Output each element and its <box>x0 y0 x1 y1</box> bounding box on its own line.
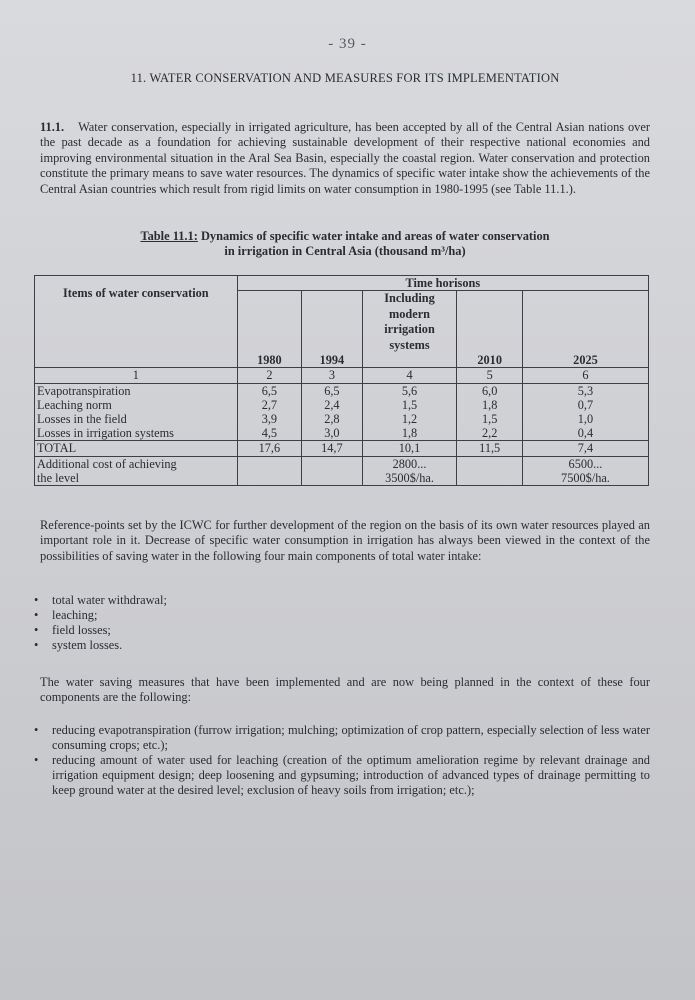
table-caption-line2: in irrigation in Central Asia (thousand m³/ha) <box>224 244 466 258</box>
cell: 5,6 <box>362 383 457 398</box>
paragraph-11-1 <box>40 120 650 197</box>
col-number: 1 <box>35 368 238 383</box>
cell: 2,2 <box>457 426 523 441</box>
paragraph-number: 11.1. <box>40 120 65 134</box>
cell: 1,8 <box>362 426 457 441</box>
col-number: 6 <box>522 368 648 383</box>
list-item: • reducing amount of water used for leaching (creation of the optimum amelioration regime by relevant drainage and irrigation equipment design; deep loosening and gypsuming; introduction of advanced types of drainage permitting to keep ground water at the desired level; exclusion of heavy soils from irrigation; etc.); <box>34 753 650 798</box>
cell: 1,2 <box>362 412 457 426</box>
time-horizons-header: Time horisons <box>237 276 648 291</box>
cost-2010-line2: 3500$/ha. <box>385 470 434 485</box>
list-item: • total water withdrawal; <box>34 593 650 608</box>
cell: 4,5 <box>237 426 302 441</box>
cell: 6,5 <box>237 383 302 398</box>
measures-list <box>34 723 650 798</box>
water-conservation-table <box>34 275 649 486</box>
table-caption <box>40 229 650 259</box>
row-label: Losses in the field <box>35 412 238 426</box>
cell: 0,7 <box>522 398 648 412</box>
row-label: Leaching norm <box>35 398 238 412</box>
year-1994: 1994 <box>302 353 362 368</box>
col-number: 3 <box>302 368 362 383</box>
cost-2010-line1: 2800... <box>392 456 427 471</box>
year-1980: 1980 <box>237 353 302 368</box>
cell: 1,5 <box>362 398 457 412</box>
cell: 1,5 <box>457 412 523 426</box>
col-number: 2 <box>237 368 302 383</box>
cell: 6,5 <box>302 383 362 398</box>
list-item: • reducing evapotranspiration (furrow irrigation; mulching; optimization of crop pattern, especially selection of less water consuming crops; etc.); <box>34 723 650 753</box>
paragraph-reference-points: Reference-points set by the ICWC for further development of the region on the basis of its own water resources played an important role in it. Decrease of specific water consumption in irrigation has always been viewed in the context of the possibilities of saving water in the following four main components of total water intake: <box>40 518 650 563</box>
cell: 10,1 <box>362 441 457 456</box>
section-heading: 11. WATER CONSERVATION AND MEASURES FOR ITS IMPLEMENTATION <box>130 71 560 85</box>
cost-label-line2: the level <box>37 470 79 485</box>
cost-row <box>35 456 649 485</box>
paragraph-text: Water conservation, especially in irrigated agriculture, has been accepted by all of the Central Asian nations over the past decade as a foundation for achieving sustainable development of their respective national economies and improving environmental situation in the Aral Sea Basin, especially the coastal region. Water conservation and protection constitute the primary means to save water resources. The dynamics of specific water intake show the achievements of the Central Asian countries which result from rigid limits on water consumption in 1980-1995 (see Table 11.1.). <box>40 120 650 196</box>
cell: 6,0 <box>457 383 523 398</box>
cell: 3,0 <box>302 426 362 441</box>
table-row <box>35 412 649 426</box>
cell: 1,0 <box>522 412 648 426</box>
items-header: Items of water conservation <box>35 276 238 368</box>
year-2010: 2010 <box>457 353 523 368</box>
col-number: 4 <box>362 368 457 383</box>
page-number: - 39 - <box>328 36 367 52</box>
table-row <box>35 383 649 398</box>
table-row <box>35 398 649 412</box>
cell: 5,3 <box>522 383 648 398</box>
cell: 2,4 <box>302 398 362 412</box>
cell: 0,4 <box>522 426 648 441</box>
list-item: • system losses. <box>34 638 650 653</box>
table-row <box>35 426 649 441</box>
cell: 3,9 <box>237 412 302 426</box>
row-label: TOTAL <box>35 441 238 456</box>
row-label <box>35 456 238 485</box>
paragraph-measures-intro: The water saving measures that have been implemented and are now being planned in the context of these four components are the following: <box>40 675 650 705</box>
list-item: • field losses; <box>34 623 650 638</box>
cell: 11,5 <box>457 441 523 456</box>
cell: 17,6 <box>237 441 302 456</box>
table-caption-line1: Dynamics of specific water intake and areas of water conservation <box>200 229 550 243</box>
total-row <box>35 441 649 456</box>
cell <box>362 456 457 485</box>
column-numbers-row <box>35 368 649 383</box>
table-caption-label: Table 11.1: <box>140 229 198 243</box>
cell: 7,4 <box>522 441 648 456</box>
components-list <box>34 593 650 653</box>
col-number: 5 <box>457 368 523 383</box>
cost-label-line1: Additional cost of achieving <box>37 456 177 471</box>
cell: 1,8 <box>457 398 523 412</box>
cell: 2,7 <box>237 398 302 412</box>
cell: 2,8 <box>302 412 362 426</box>
cost-2025-line1: 6500... <box>568 456 603 471</box>
cost-2025-line2: 7500$/ha. <box>561 470 610 485</box>
row-label: Losses in irrigation systems <box>35 426 238 441</box>
cell <box>522 456 648 485</box>
cell: 14,7 <box>302 441 362 456</box>
including-modern-header: Including modern irrigation systems <box>362 291 457 354</box>
year-2025: 2025 <box>522 353 648 368</box>
list-item: • leaching; <box>34 608 650 623</box>
row-label: Evapotranspiration <box>35 383 238 398</box>
